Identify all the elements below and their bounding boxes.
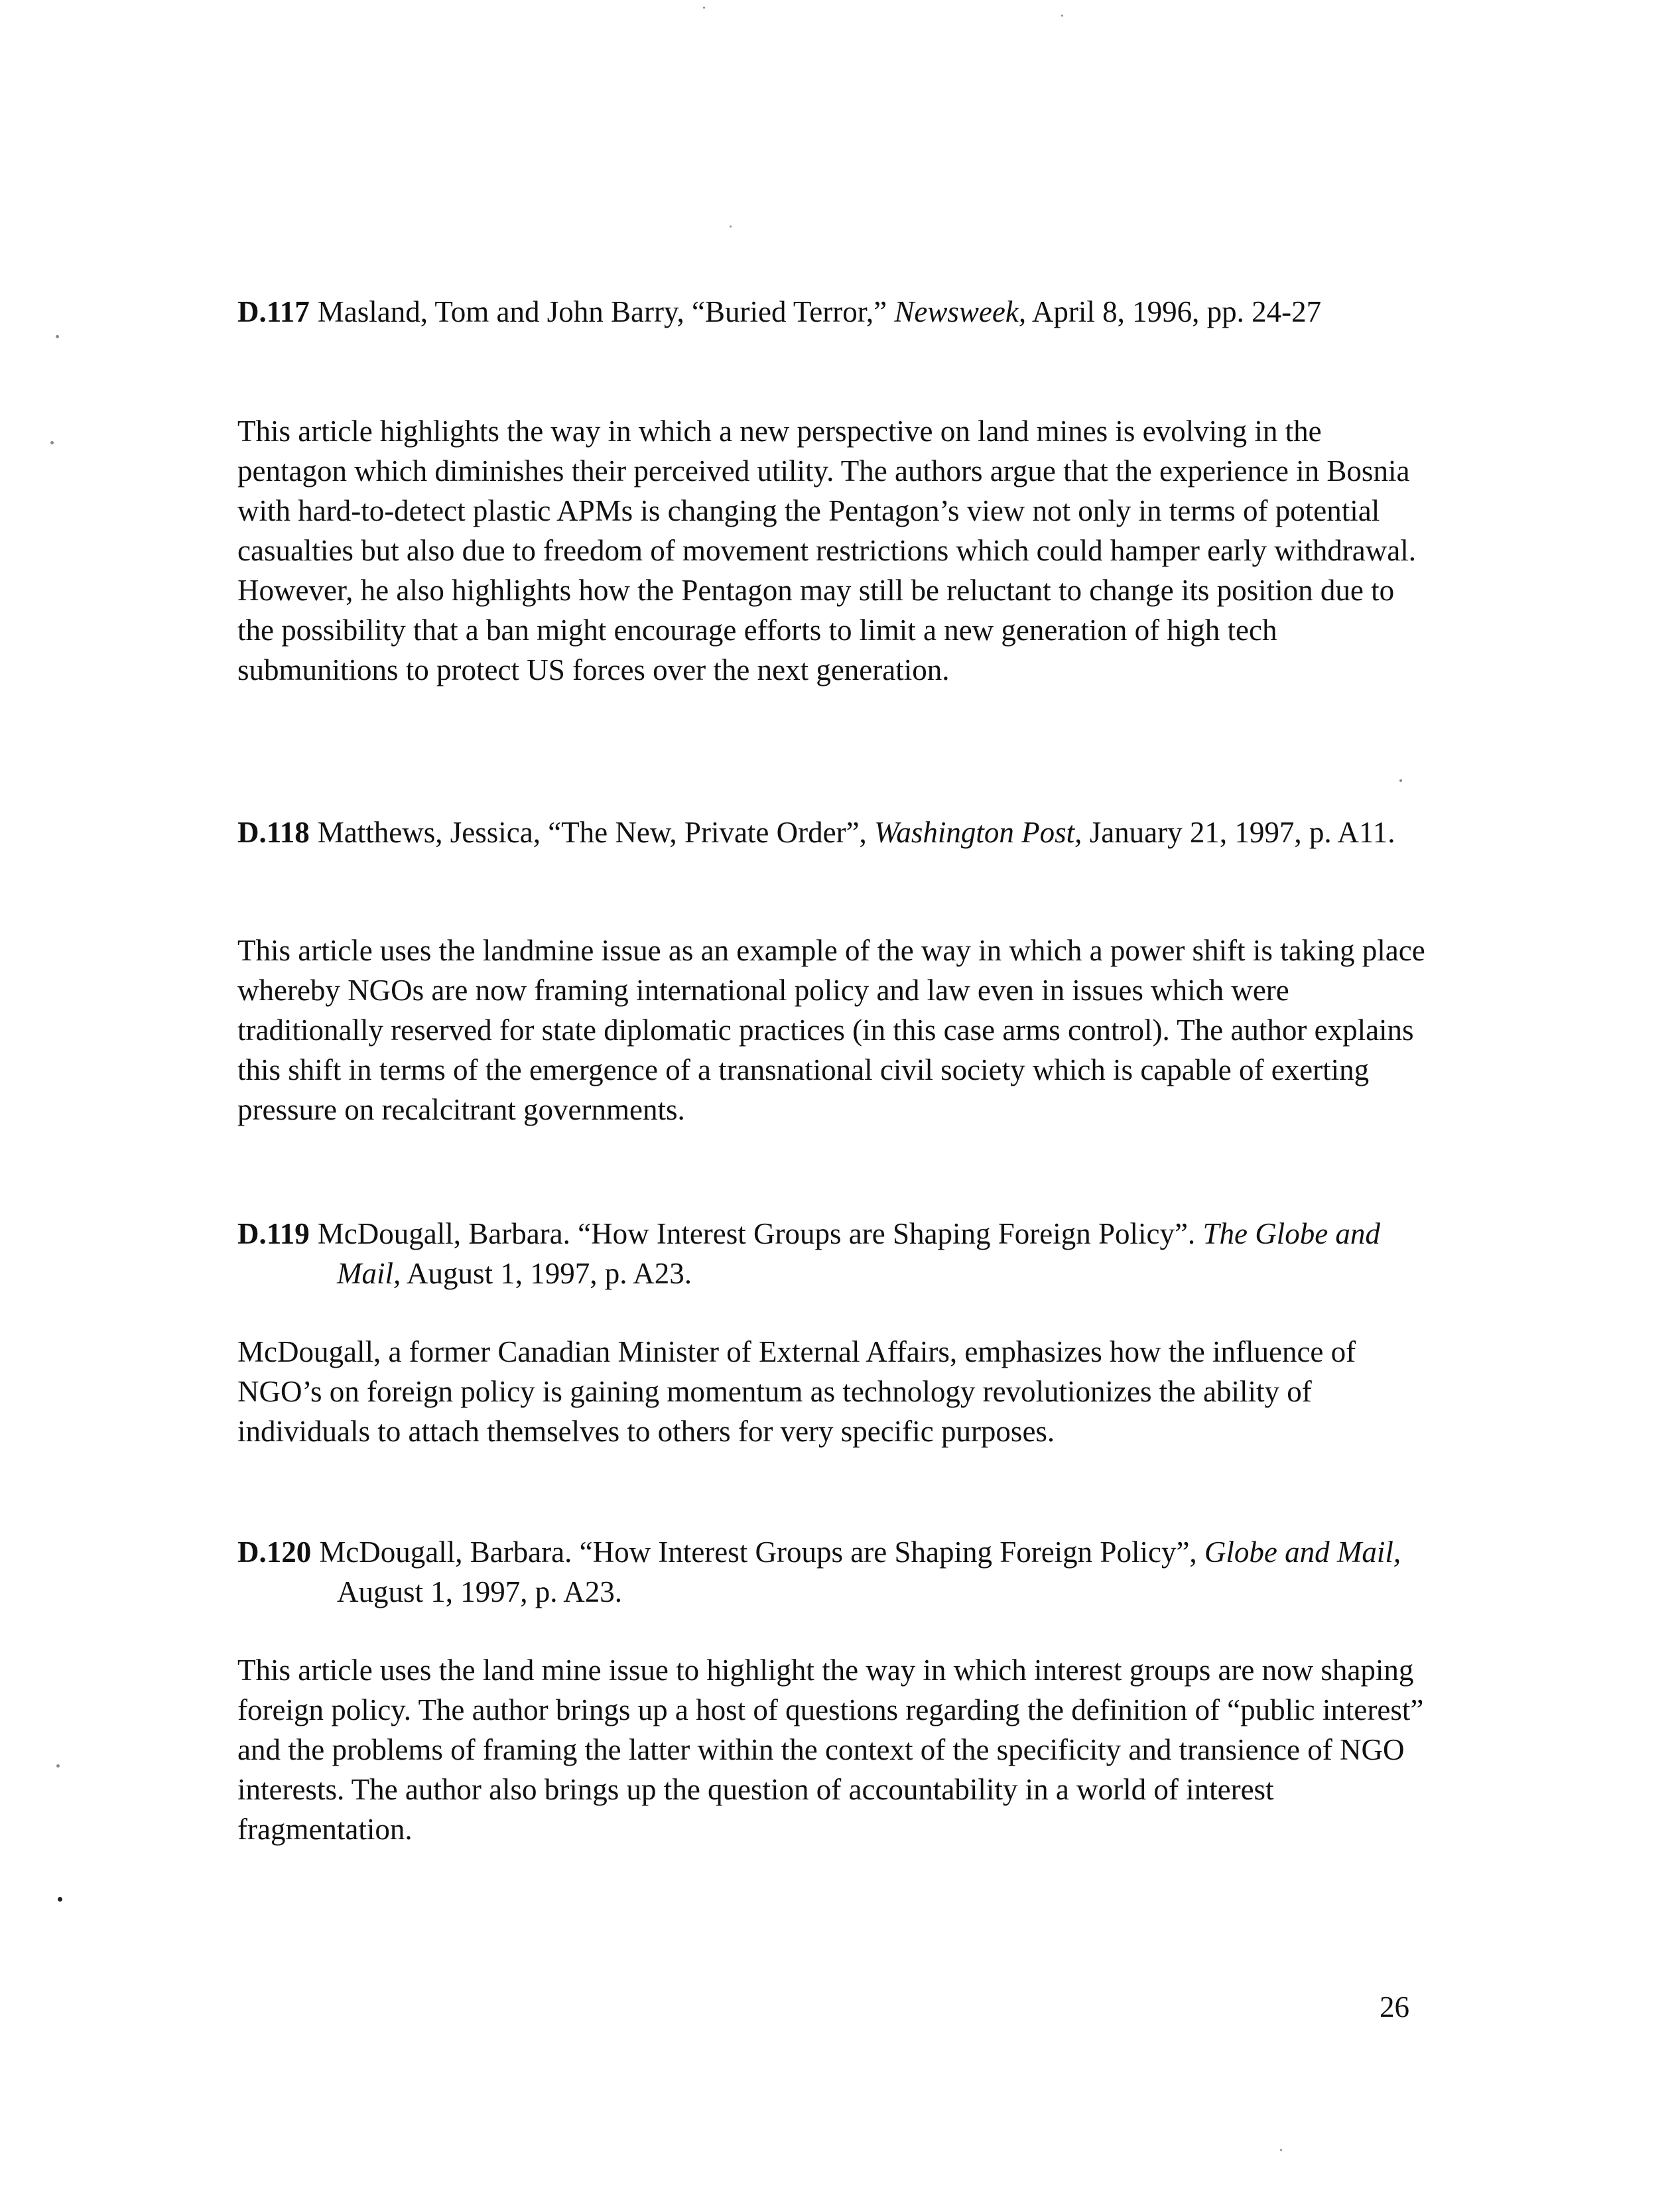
- entry-id: D.117: [237, 295, 310, 328]
- entry-d119: [237, 1214, 1431, 1448]
- citation: [237, 1532, 1431, 1612]
- publication-name: Newsweek,: [894, 295, 1027, 328]
- entry-summary: This article uses the landmine issue as an example of the way in which a power shift is taking place whereby NGOs are now framing international policy and law even in issues which were traditionally reserved for state diplomatic practices (in this case arms control). The author explains this shift in terms of the emergence of a transnational civil society which is capable of exerting pressure on recalcitrant governments.: [237, 934, 1425, 1126]
- citation-authors-title: McDougall, Barbara. “How Interest Groups are Shaping Foreign Policy”,: [319, 1535, 1204, 1569]
- citation: [237, 1214, 1431, 1293]
- entry-d118: [237, 812, 1431, 1126]
- citation: [237, 292, 1431, 332]
- citation-date-pages: April 8, 1996, pp. 24-27: [1026, 295, 1322, 328]
- scan-speck: [56, 335, 59, 338]
- entry-id: D.119: [237, 1217, 310, 1250]
- citation-authors-title: Matthews, Jessica, “The New, Private Order”,: [317, 816, 875, 849]
- scan-speck: [1280, 2149, 1282, 2151]
- entry-d120: [237, 1532, 1431, 1846]
- entry-summary: This article highlights the way in which a new perspective on land mines is evolving in the pentagon which diminishes their perceived utility. The authors argue that the experience in Bosnia with hard-to-detect plastic APMs is changing the Pentagon’s view not only in terms of potential casualties but also due to freedom of movement restrictions which could hamper early withdrawal. However, he also highlights how the Pentagon may still be reluctant to change its position due to the possibility that a ban might encourage efforts to limit a new generation of high tech submunitions to protect US forces over the next generation.: [237, 415, 1416, 686]
- citation-date-pages: January 21, 1997, p. A11.: [1082, 816, 1395, 849]
- scan-speck: [58, 1897, 62, 1902]
- scan-speck: [703, 7, 705, 9]
- citation: [237, 812, 1431, 852]
- citation-authors-title: Masland, Tom and John Barry, “Buried Terror,”: [317, 295, 895, 328]
- scan-speck: [730, 226, 732, 227]
- entry-id: D.120: [237, 1535, 312, 1569]
- citation-date-pages: August 1, 1997, p. A23.: [401, 1257, 692, 1290]
- entry-id: D.118: [237, 816, 310, 849]
- citation-date-pages: August 1, 1997, p. A23.: [337, 1575, 623, 1608]
- publication-name: Washington Post,: [874, 816, 1082, 849]
- entry-summary: This article uses the land mine issue to highlight the way in which interest groups are now shaping foreign policy. The author brings up a host of questions regarding the definition of “public interest” and the problems of framing the latter within the context of the specificity and transience of NGO interests. The author also brings up the question of accountability in a world of interest fragmentation.: [237, 1654, 1424, 1846]
- scan-speck: [56, 1764, 60, 1768]
- entry-d117: [237, 292, 1431, 686]
- scan-speck: [1061, 15, 1063, 17]
- entry-summary: McDougall, a former Canadian Minister of External Affairs, emphasizes how the influence of NGO’s on foreign policy is gaining momentum as technology revolutionizes the ability of individuals to attach themselves to others for very specific purposes.: [237, 1335, 1356, 1448]
- publication-name: The Globe and Mail,: [337, 1217, 1380, 1290]
- page-number: 26: [1380, 1990, 1409, 2024]
- publication-name: Globe and Mail,: [1204, 1535, 1401, 1569]
- citation-authors-title: McDougall, Barbara. “How Interest Groups are Shaping Foreign Policy”.: [317, 1217, 1203, 1250]
- scan-speck: [1399, 779, 1402, 782]
- scan-speck: [50, 441, 54, 444]
